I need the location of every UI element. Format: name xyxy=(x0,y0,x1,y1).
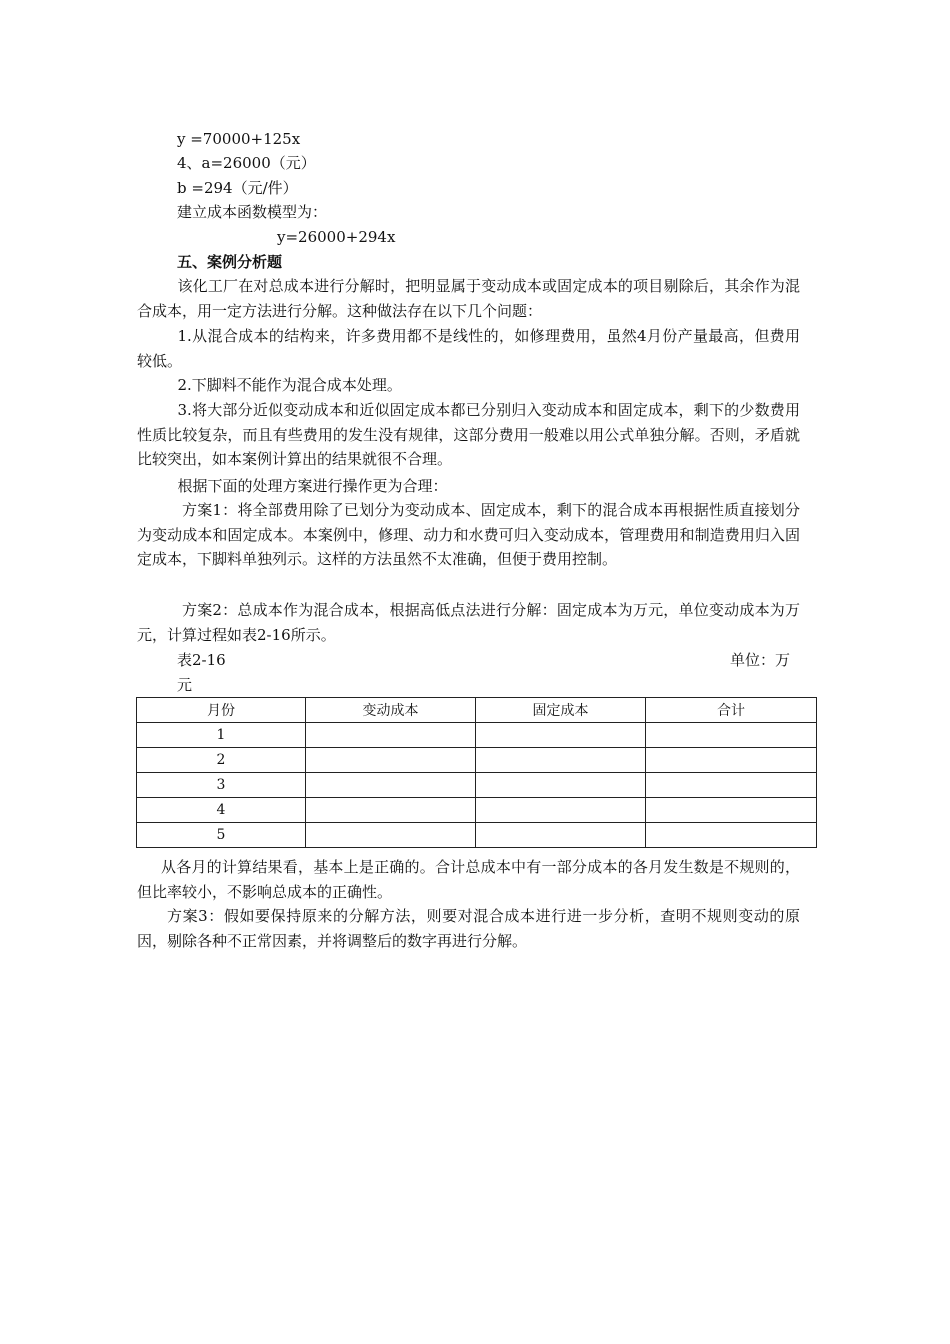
table-cell-month: 4 xyxy=(137,798,306,823)
paragraph-lead: 根据下面的处理方案进行操作更为合理： xyxy=(177,477,448,495)
table-cell xyxy=(476,748,646,773)
table-header-row xyxy=(137,698,817,723)
table-cell-month: 5 xyxy=(137,823,306,848)
table-cell xyxy=(306,773,476,798)
table-cell xyxy=(476,773,646,798)
table-caption: 表2-16 xyxy=(177,651,226,669)
table-header-cell: 月份 xyxy=(137,698,306,723)
paragraph-intro: 该化工厂在对总成本进行分解时，把明显属于变动成本或固定成本的项目剔除后，其余作为混合成本，用一定方法进行分解。这种做法存在以下几个问题： xyxy=(137,277,800,320)
section-heading: 五、案例分析题 xyxy=(177,253,283,271)
table-cell xyxy=(646,823,817,848)
table-cell xyxy=(306,798,476,823)
table-unit-label: 单位：万 xyxy=(730,651,791,669)
formula-line: y =70000+125x xyxy=(177,130,301,148)
cost-function-formula: y=26000+294x xyxy=(277,228,396,246)
table-cell-month: 3 xyxy=(137,773,306,798)
paragraph-point-2: 2.下脚料不能作为混合成本处理。 xyxy=(177,376,402,394)
paragraph-plan-3: 方案3：假如要保持原来的分解方法，则要对混合成本进行进一步分析，查明不规则变动的原因，剔除各种不正常因素，并将调整后的数字再进行分解。 xyxy=(137,907,800,950)
table-cell xyxy=(646,748,817,773)
table-cell xyxy=(306,723,476,748)
formula-line: b =294（元/件） xyxy=(177,179,298,197)
table-row xyxy=(137,723,817,748)
table-cell xyxy=(476,723,646,748)
cost-table xyxy=(136,697,817,848)
table-cell xyxy=(306,823,476,848)
paragraph-plan-1: 方案1：将全部费用除了已划分为变动成本、固定成本，剩下的混合成本再根据性质直接划分为变动成本和固定成本。本案例中，修理、动力和水费可归入变动成本，管理费用和制造费用归入固定成本，下脚料单独列示。这样的方法虽然不太准确，但便于费用控制。 xyxy=(137,501,800,568)
table-header-cell: 固定成本 xyxy=(476,698,646,723)
table-row xyxy=(137,773,817,798)
table-row xyxy=(137,748,817,773)
table-cell xyxy=(306,748,476,773)
table-header-cell: 合计 xyxy=(646,698,817,723)
table-header-cell: 变动成本 xyxy=(306,698,476,723)
table-cell xyxy=(646,723,817,748)
table-cell-month: 2 xyxy=(137,748,306,773)
table-row xyxy=(137,798,817,823)
table-row xyxy=(137,823,817,848)
table-cell xyxy=(476,798,646,823)
table-unit-wrap: 元 xyxy=(177,676,193,694)
paragraph-point-3: 3.将大部分近似变动成本和近似固定成本都已分别归入变动成本和固定成本，剩下的少数费用性质比较复杂，而且有些费用的发生没有规律，这部分费用一般难以用公式单独分解。否则，矛盾就比较突出，如本案例计算出的结果就很不合理。 xyxy=(137,401,800,468)
table-cell xyxy=(646,798,817,823)
paragraph-after-table: 从各月的计算结果看，基本上是正确的。合计总成本中有一部分成本的各月发生数是不规则的，但比率较小，不影响总成本的正确性。 xyxy=(137,858,800,901)
table-cell xyxy=(646,773,817,798)
formula-caption: 建立成本函数模型为： xyxy=(177,203,328,221)
paragraph-point-1: 1.从混合成本的结构来，许多费用都不是线性的，如修理费用，虽然4月份产量最高，但费用较低。 xyxy=(137,327,800,370)
paragraph-plan-2: 方案2：总成本作为混合成本，根据高低点法进行分解：固定成本为万元，单位变动成本为万元，计算过程如表2-16所示。 xyxy=(137,601,800,644)
table-cell-month: 1 xyxy=(137,723,306,748)
table-cell xyxy=(476,823,646,848)
formula-line: 4、a=26000（元） xyxy=(177,154,316,172)
